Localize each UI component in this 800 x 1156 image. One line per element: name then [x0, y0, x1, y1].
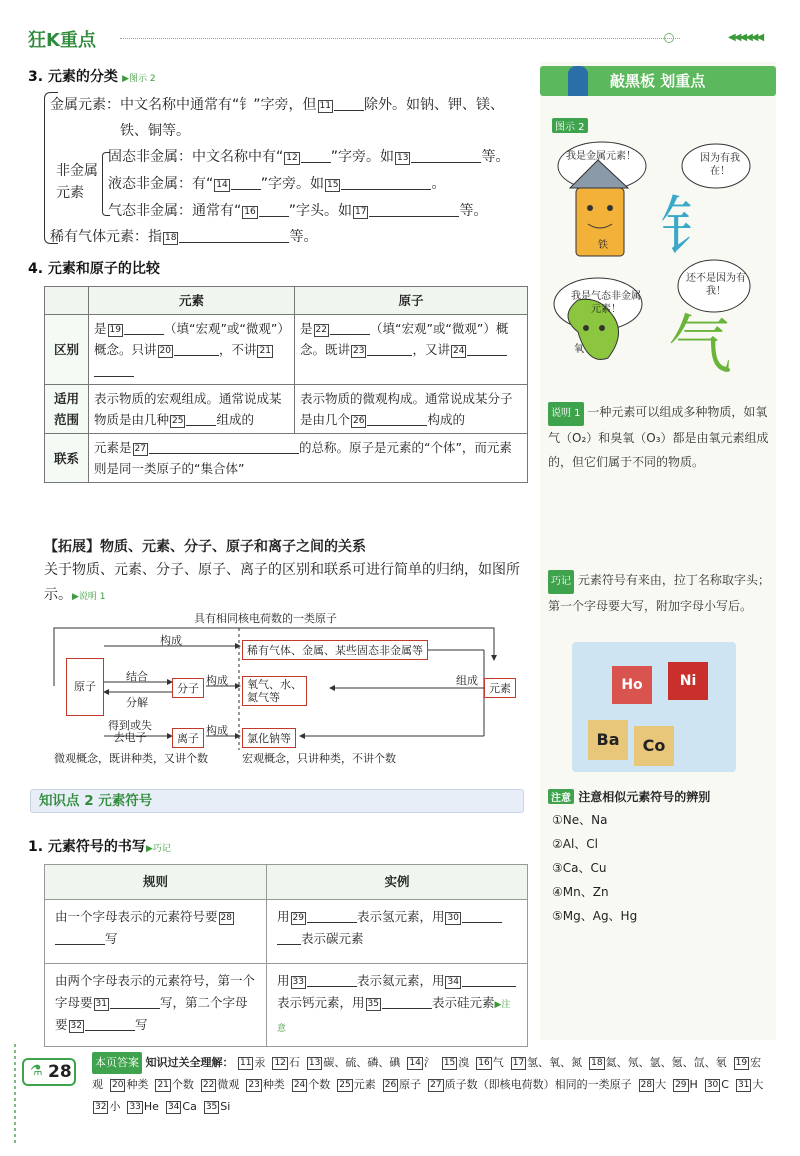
list-item: ③Ca、Cu [552, 861, 607, 875]
symbol-table: 规则 实例 由一个字母表示的元素符号要 28写 用 29 表示氢元素，用 30表示碳元素 由两个字母表示的元素符号，第一个字母要 31 写，第二个字母要 32 写 用 33 表示氦元素，用 34表示钙元素，用 35 表示硅元素▶注意 [44, 864, 528, 1047]
similar-symbols-list [552, 808, 637, 928]
footer-dotted-line [14, 1044, 16, 1144]
answer-item: 30 C [706, 1078, 729, 1091]
solid-nonmetal-line: 固态非金属：中文名称中有“ 12 ”字旁。如 13 等。 [108, 149, 510, 165]
banner-title: 敲黑板 划重点 [610, 72, 706, 90]
answer-item: 17 氢、氧、氮 [512, 1056, 583, 1069]
answer-item: 33 He [129, 1100, 159, 1113]
answer-item: 28 大 [640, 1078, 667, 1091]
extension-title: 【拓展】物质、元素、分子、原子和离子之间的关系 [44, 539, 366, 555]
bubble-gas: 我是气态非金属元素！ [571, 291, 641, 315]
nonmetal-label: 非金属 元素 [56, 163, 98, 201]
header-dot [664, 33, 674, 43]
brand-logo: 狂K重点 [28, 30, 96, 51]
fig2-label: 图示 2 [552, 118, 588, 134]
extension-text: 关于物质、元素、分子、原子、离子的区别和联系可进行简单的归纳，如图所示。▶说明 1 [44, 562, 520, 603]
kp2-bar [30, 789, 524, 813]
bubble-because-2: 还不是因为有我！ [686, 273, 746, 297]
sym-title: 1. 元素符号的书写▶巧记 [28, 839, 171, 855]
label-electron: 得到或失 去电子 [108, 719, 152, 744]
nonmetal-lines [108, 144, 538, 225]
answer-item: 22 微观 [202, 1078, 240, 1091]
label-gouchen-3: 构成 [206, 724, 228, 737]
answer-item: 16 气 [478, 1056, 504, 1069]
metal-line: 金属元素：中文名称中通常有“钅”字旁，但 11 除外。如钠、钾、镁、 铁、铜等。 [50, 97, 504, 139]
answer-item: 32 小 [95, 1100, 121, 1113]
label-gouchen-1: 构成 [160, 634, 182, 647]
answer-item: 31 大 [737, 1078, 764, 1091]
metal-radical-char: 钅 [660, 191, 724, 265]
label-zucheng: 组成 [456, 674, 478, 687]
liquid-nonmetal-line: 液态非金属：有“ 14 ”字旁。如 15 。 [108, 176, 446, 192]
page-number-badge: ⚗ 28 [22, 1058, 76, 1086]
list-item: ①Ne、Na [552, 813, 608, 827]
answer-item: 26 原子 [384, 1078, 422, 1091]
label-gouchen-2: 构成 [206, 674, 228, 687]
letter-blocks-photo: Ho Ni Ba Co [572, 642, 736, 772]
note-1: 说明 1 一种元素可以组成多种物质，如氧气（O₂）和臭氧（O₃）都是由氧元素组成的，但它们属于不同的物质。 [548, 400, 772, 474]
answer-item: 29 H [675, 1078, 698, 1091]
gas-nonmetal-line: 气态非金属：通常有“ 16 ”字头。如 17 等。 [108, 203, 488, 219]
macro-caption: 宏观概念，只讲种类，不讲个数 [242, 752, 396, 765]
label-fenjie: 分解 [126, 696, 148, 709]
ion-box: 离子 [172, 728, 204, 748]
diagram-top-label: 具有相同核电荷数的一类原子 [194, 612, 337, 625]
iron-label: 铁 [598, 240, 608, 251]
oxygen-label: 氧 [574, 344, 584, 355]
relation-diagram [44, 610, 528, 770]
answer-item: 25 元素 [339, 1078, 376, 1091]
col-atom: 原子 [295, 287, 528, 315]
table-row: 适用范围 表示物质的宏观组成。通常说成某物质是由几种 25 组成的 表示物质的微观构成。通常说成某分子是由几个 26 构成的 [45, 385, 528, 434]
answer-item: 18 氦、氖、氩、氪、氙、氡 [591, 1056, 727, 1069]
teacher-figure [568, 66, 588, 96]
answer-item: 14 氵 [409, 1056, 435, 1069]
micro-caption: 微观概念，既讲种类，又讲个数 [54, 752, 208, 765]
answer-item: 24 个数 [293, 1078, 331, 1091]
table-row: 区别 是 19 （填“宏观”或“微观”）概念。只讲 20 ，不讲 21 是 22 （填“宏观”或“微观”）概念。既讲 23 ，又讲 24 [45, 315, 528, 385]
bubble-because-1: 因为有我在！ [700, 153, 740, 177]
table-row: 由一个字母表示的元素符号要 28写 用 29 表示氢元素，用 30表示碳元素 [45, 900, 528, 964]
note-3-title: 注意 注意相似元素符号的辨别 [548, 788, 710, 805]
col-element: 元素 [89, 287, 295, 315]
answer-item: 15 溴 [443, 1056, 470, 1069]
answer-key: 本页答案 知识过关全理解： 11 汞 12 石 13 碳、硫、磷、碘 14 氵 15 溴 16 气 17 氢、氧、氮 18 氦、氖、氩、氪、氙、氡 19 宏观 20 种类 21 个数 22 微观 23 种类 24 个数 25 元素 26 原子 27 质子数（即核电荷数）相同的一类原子 28 大 29 H 30 C 31 大32 小 33 He 34 Ca 35 Si [92, 1052, 772, 1118]
answer-item: 12 石 [274, 1056, 300, 1069]
table-row: 联系 元素是 27 的总称。原子是元素的“个体”，而元素则是同一类原子的“集合体” [45, 434, 528, 483]
section-4-title: 4. 元素和原子的比较 [28, 261, 160, 277]
molecule-box: 分子 [172, 678, 204, 698]
list-item: ⑤Mg、Ag、Hg [552, 909, 638, 923]
bubble-metal: 我是金属元素！ [566, 151, 636, 162]
answer-item: 21 个数 [157, 1078, 194, 1091]
answer-item: 20 种类 [112, 1078, 149, 1091]
answer-item: 11 汞 [240, 1056, 266, 1069]
list-item: ④Mn、Zn [552, 885, 609, 899]
answer-item: 23 种类 [248, 1078, 285, 1091]
header-arrows: ◀◀◀◀◀◀ [728, 32, 763, 43]
element-box: 元素 [484, 678, 516, 698]
atom-box: 原子 [66, 658, 104, 716]
substance-box-3: 氯化钠等 [242, 728, 296, 748]
side-banner [540, 66, 776, 96]
answer-item: 27 质子数（即核电荷数）相同的一类原子 [430, 1078, 632, 1091]
label-jiehe: 结合 [126, 670, 148, 683]
element-atom-table [44, 286, 528, 483]
answer-item: 13 碳、硫、磷、碘 [308, 1056, 401, 1069]
header-rule [120, 38, 680, 39]
gas-radical-char: 气 [668, 309, 732, 383]
answer-item: 35 Si [205, 1100, 231, 1113]
answer-item: 19 宏观 [92, 1056, 762, 1091]
list-item: ②Al、Cl [552, 837, 599, 851]
note-2: 巧记 元素符号有来由，拉丁名称取字头；第一个字母要大写，附加字母小写后。 [548, 568, 772, 618]
section-3-title: 3. 元素的分类 ▶图示 2 [28, 69, 156, 85]
substance-box-2: 氧气、水、 氦气等 [242, 676, 307, 706]
noble-line: 稀有气体元素：指 18 等。 [50, 229, 318, 245]
table-row: 由两个字母表示的元素符号，第一个字母要 31 写，第二个字母要 32 写 用 33 表示氦元素，用 34表示钙元素，用 35 表示硅元素▶注意 [45, 964, 528, 1047]
substance-box-1: 稀有气体、金属、某些固态非金属等 [242, 640, 428, 660]
answer-item: 34 Ca [167, 1100, 197, 1113]
kp2-title: 知识点 2 元素符号 [39, 793, 153, 809]
